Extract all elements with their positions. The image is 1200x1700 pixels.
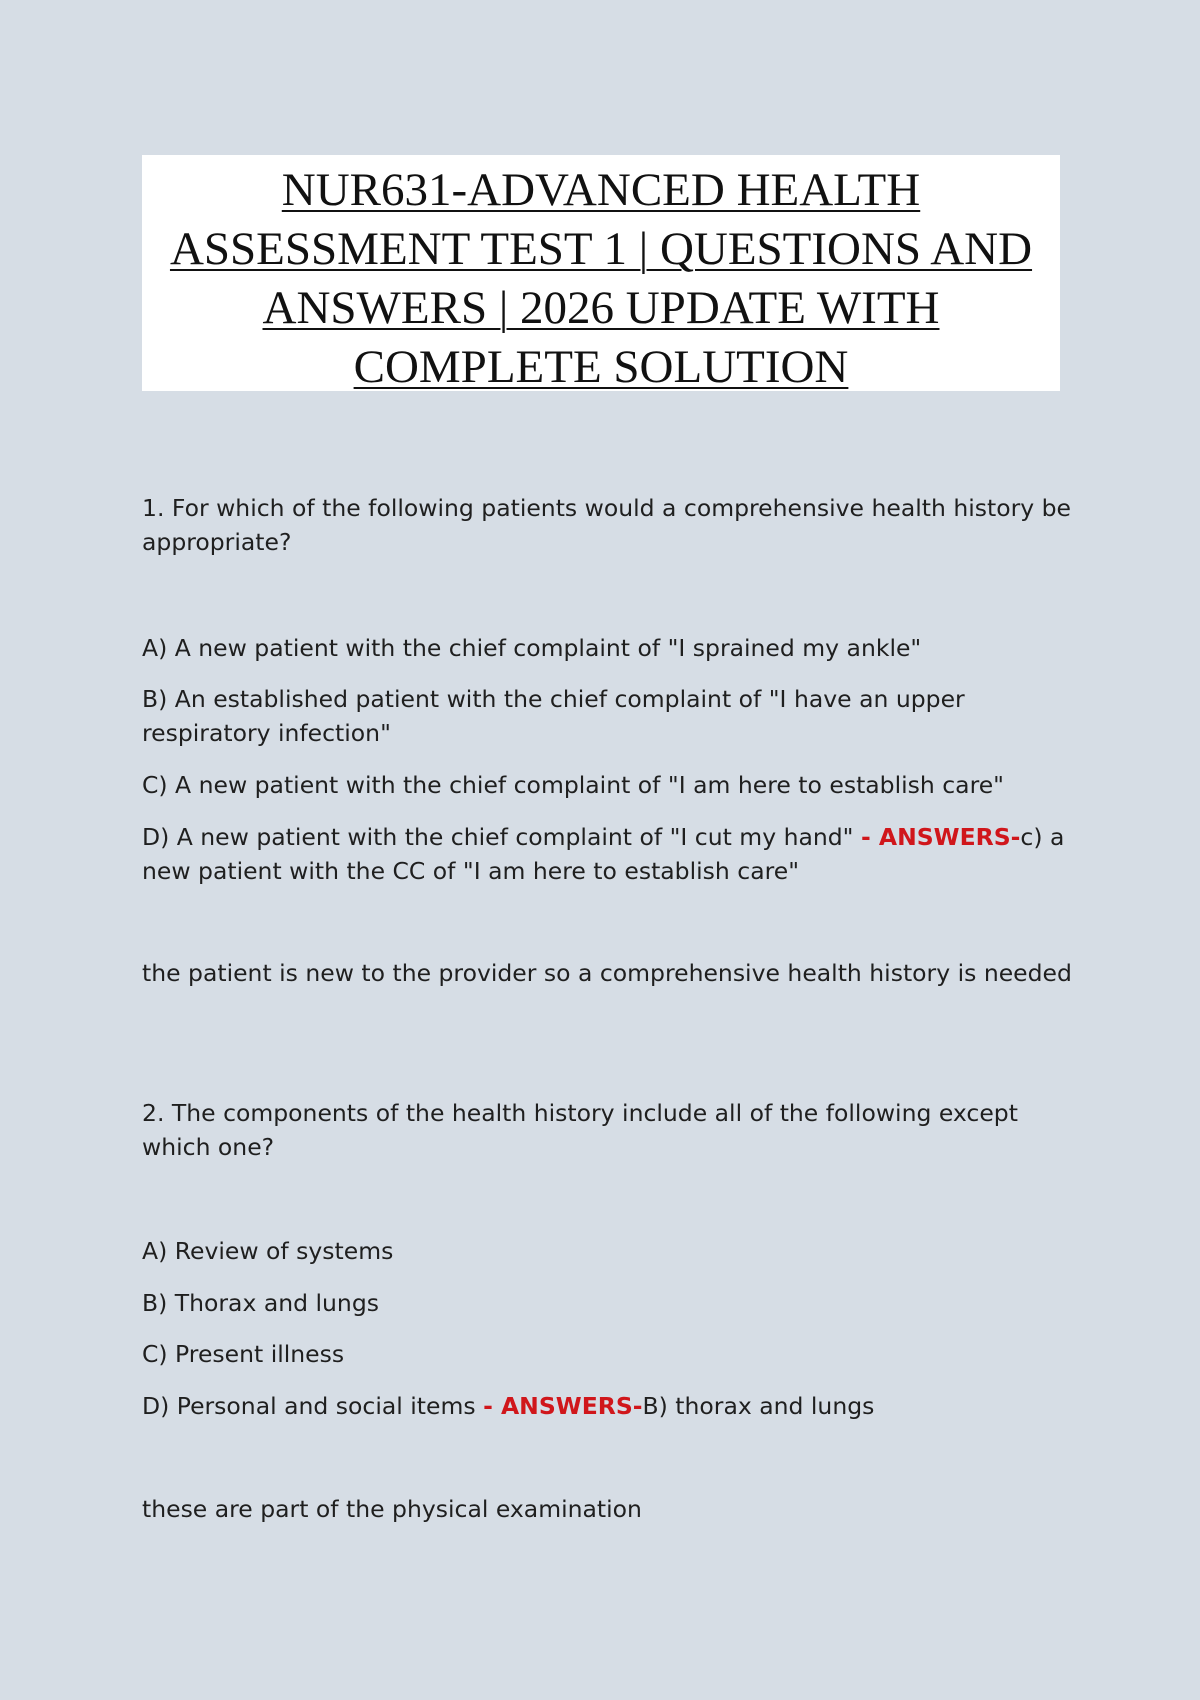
question-2-option-c: C) Present illness: [142, 1340, 345, 1368]
question-2-text: 2. The components of the health history include all of the following except which one?: [142, 1099, 1018, 1161]
title-line-4: COMPLETE SOLUTION: [353, 341, 849, 393]
answer-marker: - ANSWERS-: [483, 1392, 643, 1420]
title-line-1: NUR631-ADVANCED HEALTH: [281, 164, 921, 216]
question-1-rationale: the patient is new to the provider so a comprehensive health history is needed: [142, 959, 1072, 987]
answer-marker: - ANSWERS-: [860, 823, 1021, 851]
title-line-3: ANSWERS | 2026 UPDATE WITH: [262, 282, 940, 334]
question-2-option-b: B) Thorax and lungs: [142, 1289, 379, 1317]
question-1-option-a: A) A new patient with the chief complaint of "I sprained my ankle": [142, 634, 922, 662]
document-title-box: [142, 155, 1060, 391]
question-1-answer: c) a new patient with the CC of "I am here to establish care": [142, 823, 1065, 885]
question-1-option-d-with-answer: [142, 820, 1072, 888]
question-2-option-d-with-answer: [142, 1389, 1072, 1423]
question-1-option-b: B) An established patient with the chief complaint of "I have an upper respiratory infection": [142, 685, 965, 747]
question-1-option-c: C) A new patient with the chief complaint of "I am here to establish care": [142, 771, 1004, 799]
question-2-option-a: A) Review of systems: [142, 1237, 394, 1265]
question-2-answer: B) thorax and lungs: [642, 1392, 875, 1420]
question-2-rationale: these are part of the physical examination: [142, 1495, 642, 1523]
question-2-option-d: D) Personal and social items: [142, 1392, 484, 1420]
question-1-option-d: D) A new patient with the chief complaint of "I cut my hand": [142, 823, 861, 851]
title-line-2: ASSESSMENT TEST 1 | QUESTIONS AND: [169, 223, 1033, 275]
question-1-text: 1. For which of the following patients would a comprehensive health history be appropriate?: [142, 494, 1071, 556]
